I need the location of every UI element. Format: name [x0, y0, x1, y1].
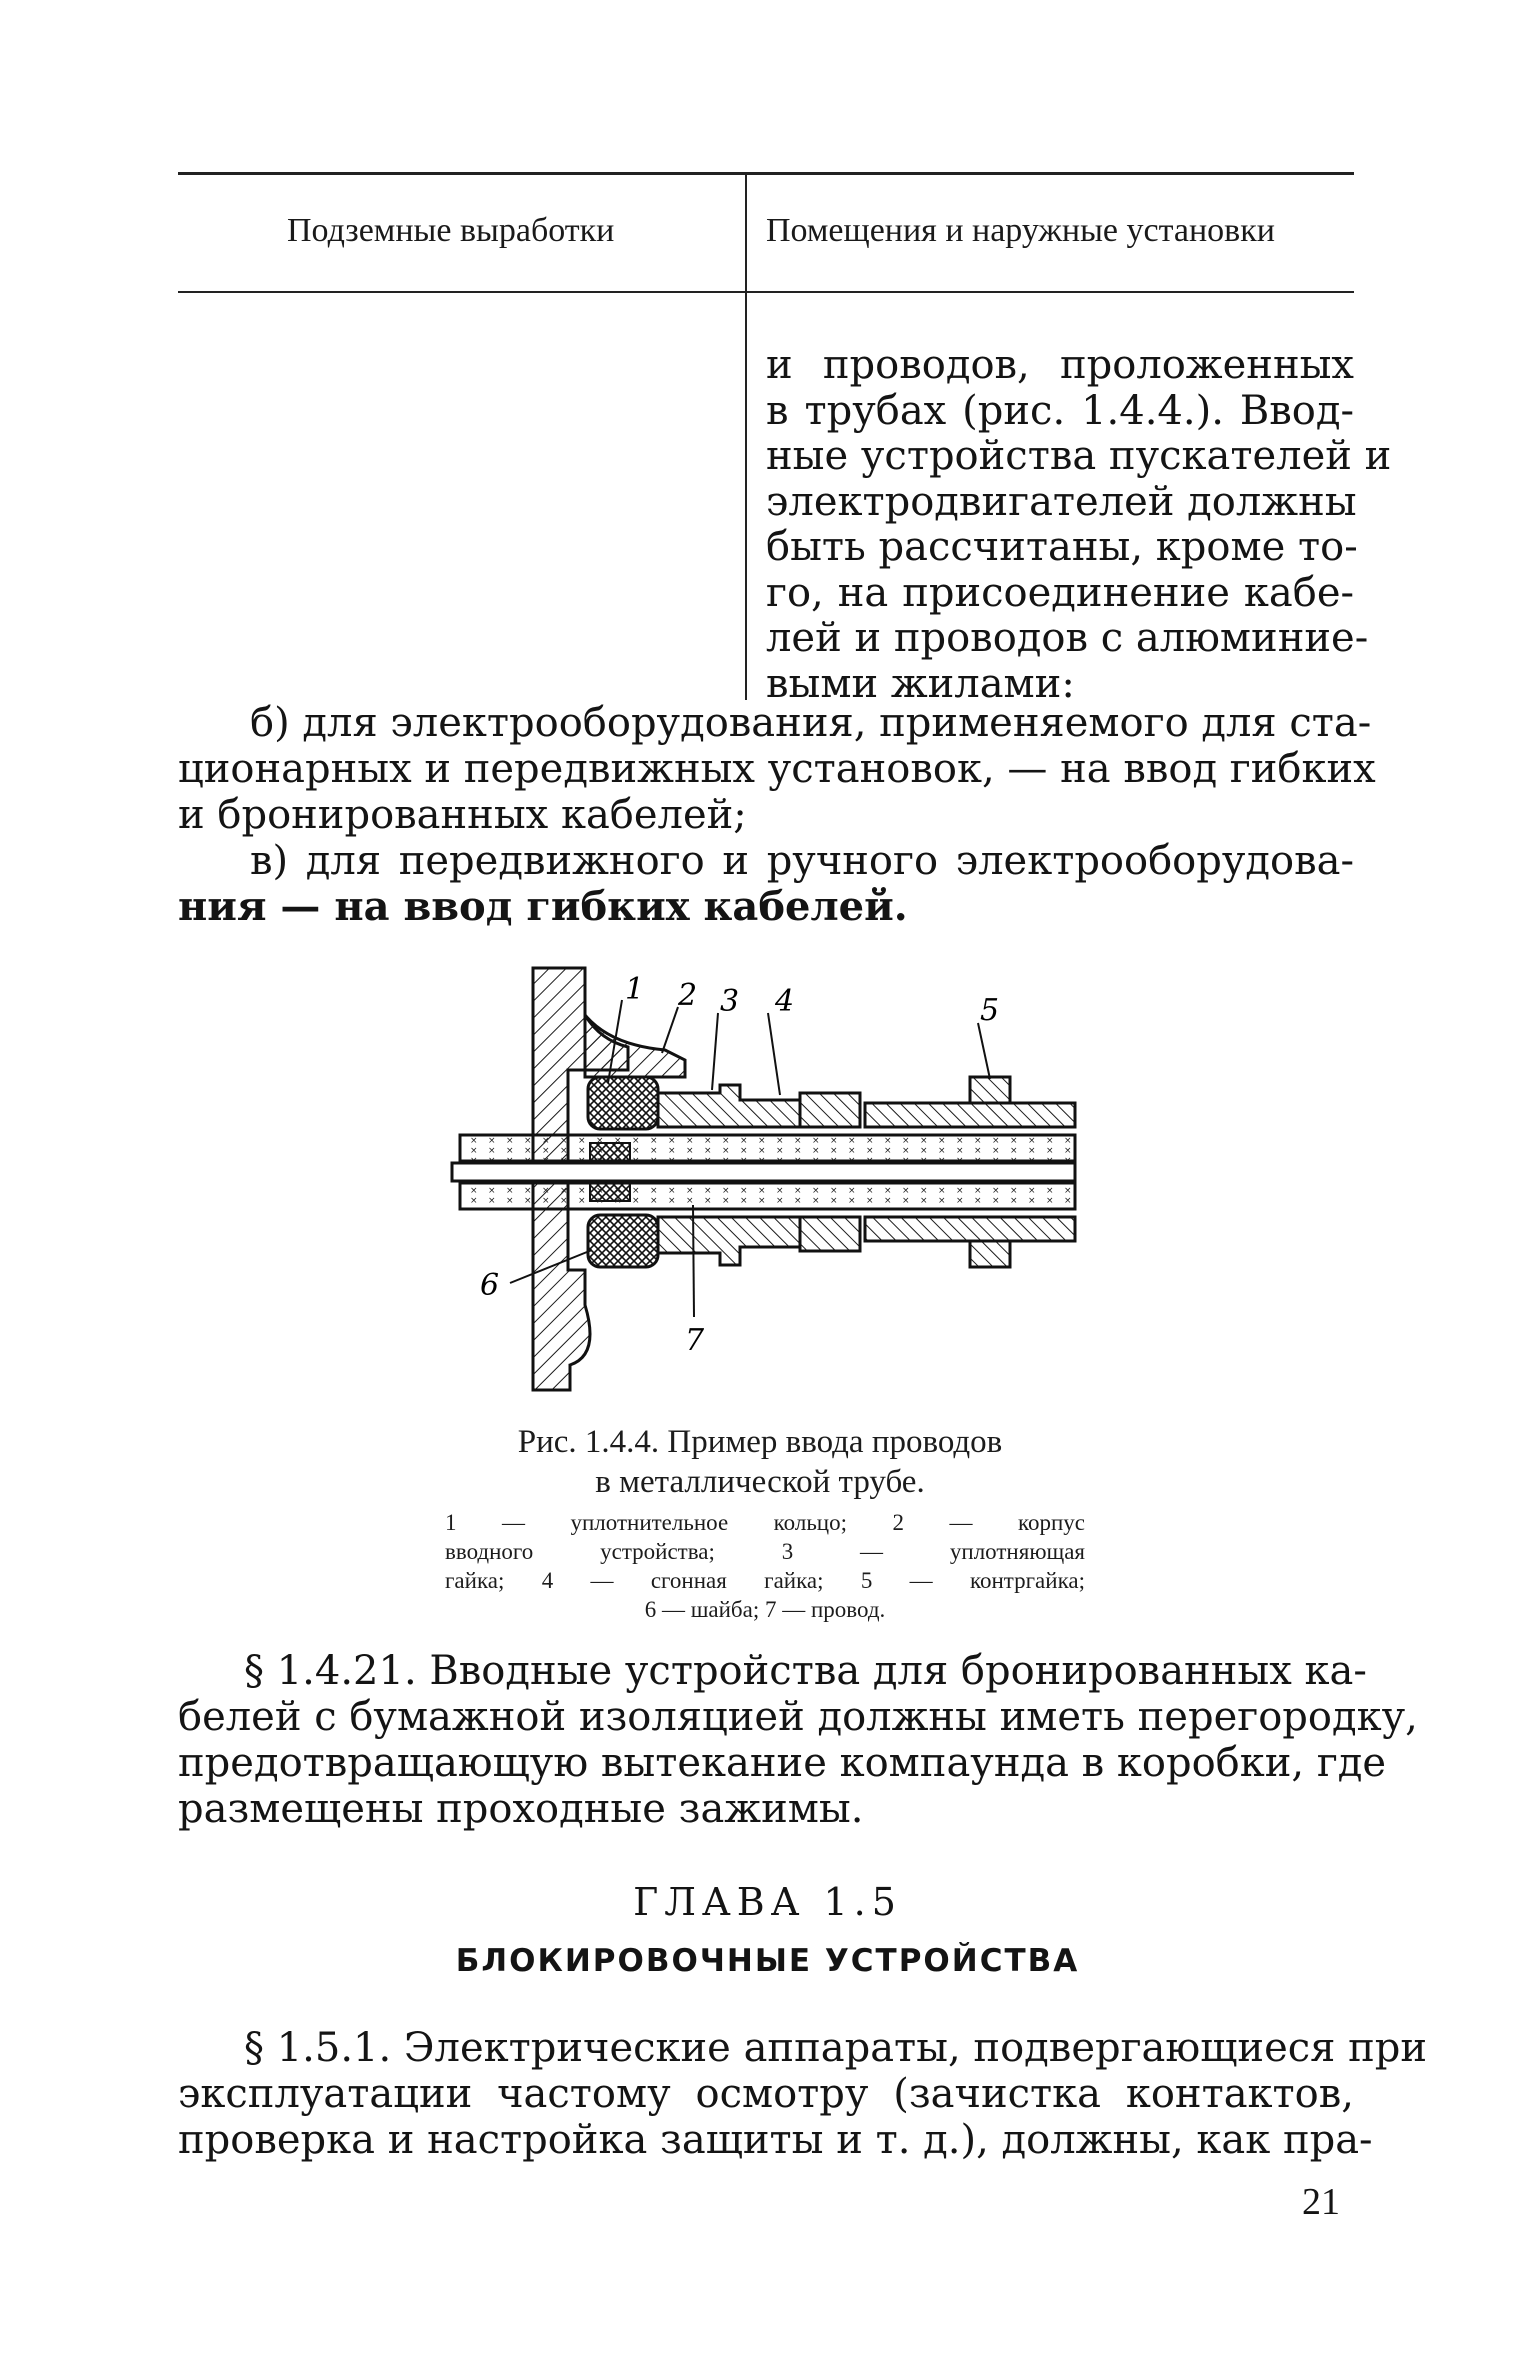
leader-4 [768, 1013, 780, 1095]
text-line: лей и проводов с алюминие- [766, 615, 1369, 661]
leader-3 [712, 1013, 718, 1090]
header-bottom-rule [178, 291, 1354, 293]
header-right-cell: Помещения и наружные установки [766, 212, 1275, 249]
text-line: быть рассчитаны, кроме то- [766, 524, 1358, 570]
figure-caption [400, 1422, 1120, 1502]
wire-upper [460, 1135, 1075, 1161]
leader-2 [662, 1007, 678, 1053]
lock-nut-lower [970, 1241, 1010, 1267]
union-nut-lower [800, 1217, 860, 1251]
wire-lower [460, 1183, 1075, 1209]
text-line: электродвигателей должны [766, 478, 1357, 525]
legend-line: 1 — уплотнительное кольцо; 2 — корпус [445, 1510, 1085, 1535]
chapter-label: ГЛАВА 1.5 [633, 1880, 902, 1924]
header-left-cell: Подземные выработки [287, 212, 615, 249]
text-line: и проводов, проложенных [766, 342, 1354, 388]
label-7: 7 [685, 1323, 705, 1358]
section-1-5-1 [178, 2025, 1428, 2163]
text-line: белей с бумажной изоляцией должны иметь перегородку, [178, 1694, 1418, 1740]
text-line: ционарных и передвижных установок, — на ввод гибких [178, 746, 1376, 792]
text-line: в) для передвижного и ручного электрооборудова- [250, 838, 1354, 884]
text-line: б) для электрооборудования, применяемого для ста- [250, 700, 1372, 746]
label-5: 5 [980, 993, 1000, 1028]
lock-nut-upper [970, 1077, 1010, 1103]
leader-5b [978, 1023, 990, 1079]
label-2: 2 [678, 978, 698, 1013]
legend-line: вводного устройства; 3 — уплотняющая [445, 1539, 1085, 1564]
section-1-4-21 [178, 1648, 1418, 1832]
leader-5 [868, 1017, 982, 1080]
text-line: ные устройства пускателей и [766, 433, 1392, 479]
label-6: 6 [480, 1268, 500, 1303]
sealing-ring-lower [588, 1215, 658, 1267]
text-line: в трубах (рис. 1.4.4.). Ввод- [766, 387, 1354, 434]
item-b [178, 700, 1376, 838]
label-1: 1 [625, 972, 645, 1007]
text-line: проверка и настройка защиты и т. д.), должны, как пра- [178, 2117, 1373, 2163]
text-line: и бронированных кабелей; [178, 792, 747, 838]
text-line: ния — на ввод гибких кабелей. [178, 883, 908, 930]
pipe-upper [865, 1103, 1075, 1127]
text-line: эксплуатации частому осмотру (зачистка контактов, [178, 2071, 1354, 2117]
label-4: 4 [775, 984, 795, 1019]
leader-7 [693, 1205, 694, 1317]
figure-legend [445, 1508, 1085, 1624]
text-line: § 1.5.1. Электрические аппараты, подвергающиеся при [244, 2025, 1428, 2071]
text-line: го, на присоединение кабе- [766, 569, 1354, 616]
label-3: 3 [720, 984, 740, 1019]
item-v [178, 838, 1354, 930]
pipe-lower [865, 1217, 1075, 1241]
caption-line: Рис. 1.4.4. Пример ввода проводов [517, 1424, 1003, 1460]
text-line: предотвращающую вытекание компаунда в коробки, где [178, 1740, 1387, 1786]
header-top-rule [178, 172, 1354, 175]
sealing-ring-upper [588, 1077, 658, 1129]
caption-line: в металлической трубе. [595, 1464, 925, 1500]
legend-line: гайка; 4 — сгонная гайка; 5 — контргайка; [445, 1568, 1085, 1593]
right-column-text [766, 342, 1392, 707]
column-divider [745, 175, 747, 700]
text-line: размещены проходные зажимы. [178, 1786, 864, 1832]
union-nut-upper [800, 1093, 860, 1127]
text-line: выми жилами: [766, 660, 1075, 707]
wire-middle [452, 1163, 1075, 1181]
housing-upper [585, 1015, 685, 1077]
chapter-title: БЛОКИРОВОЧНЫЕ УСТРОЙСТВА [455, 1943, 1080, 1979]
page-number: 21 [1302, 2181, 1340, 2223]
legend-line: 6 — шайба; 7 — провод. [644, 1597, 886, 1622]
text-line: § 1.4.21. Вводные устройства для бронированных ка- [244, 1648, 1367, 1694]
cable-entry-figure [450, 965, 1080, 1405]
sealing-nut-lower [658, 1217, 800, 1265]
